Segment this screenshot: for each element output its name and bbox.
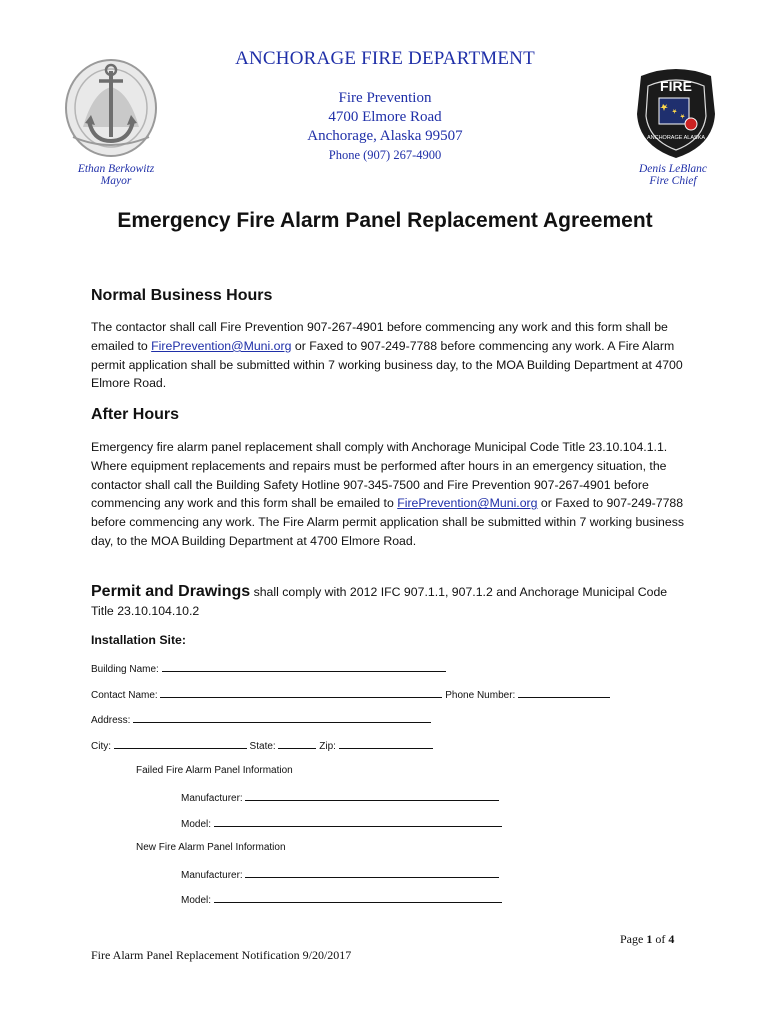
new-model-field[interactable]	[214, 893, 502, 903]
department-name: ANCHORAGE FIRE DEPARTMENT	[235, 48, 535, 69]
city-state-zip: Anchorage, Alaska 99507	[307, 128, 463, 144]
new-panel-heading: New Fire Alarm Panel Information	[136, 842, 286, 853]
permit-drawings-heading: Permit and Drawings	[91, 583, 251, 600]
failed-panel-heading: Failed Fire Alarm Panel Information	[136, 765, 293, 776]
new-manufacturer-field[interactable]	[245, 868, 499, 878]
city-state-zip-row	[91, 739, 433, 752]
left-official	[60, 163, 172, 187]
address-label: Address:	[91, 715, 134, 726]
mayor-name: Ethan Berkowitz	[77, 163, 155, 175]
division-name: Fire Prevention	[338, 90, 432, 106]
failed-manufacturer-label: Manufacturer:	[181, 793, 246, 804]
street-address: 4700 Elmore Road	[328, 109, 442, 125]
after-hours-text: Emergency fire alarm panel replacement shall comply with Anchorage Municipal Code Title 23.10.104.1.1. Where equipment replacements and repairs must be performed after hours in an emergency situation, the contactor shall call the Building Safety Hotline 907-345-7500 and Fire Prevention 907-267-4901 before commencing any work and this form shall be emailed to FirePrevention@Muni.org or Faxed to 907-249-7788 before commencing any work. The Fire Alarm permit application shall be submitted within 7 working business day, to the MOA Building Department at 4700 Elmore Road.	[91, 440, 685, 548]
building-name-field[interactable]	[162, 662, 446, 672]
document-title: Emergency Fire Alarm Panel Replacement Agreement	[117, 209, 653, 232]
new-manufacturer-label: Manufacturer:	[181, 870, 246, 881]
contact-name-field[interactable]	[160, 688, 442, 698]
fire-chief-title: Fire Chief	[649, 175, 697, 187]
address-row	[91, 713, 431, 726]
fire-prevention-email-link[interactable]: FirePrevention@Muni.org	[151, 338, 292, 353]
page-number: Page 1 of 4	[620, 932, 675, 946]
zip-field[interactable]	[339, 739, 433, 749]
contact-name-label: Contact Name:	[91, 690, 161, 701]
state-field[interactable]	[278, 739, 316, 749]
zip-label: Zip:	[316, 741, 339, 752]
building-name-row	[91, 662, 446, 675]
normal-hours-text: The contactor shall call Fire Prevention 907-267-4901 before commencing any work and this form shall be emailed to FirePrevention@Muni.org or Faxed to 907-249-7788 before commencing any work. A Fire Alarm permit application shall be submitted within 7 working business day, to the MOA Building Department at 4700 Elmore Road.	[91, 320, 683, 391]
phone-number-field[interactable]	[518, 688, 610, 698]
installation-site-heading: Installation Site:	[91, 633, 186, 647]
department-phone: Phone (907) 267-4900	[328, 148, 442, 162]
right-official	[618, 163, 728, 187]
new-model-row	[181, 893, 502, 906]
normal-hours-heading: Normal Business Hours	[91, 287, 273, 304]
building-name-label: Building Name:	[91, 664, 162, 675]
state-label: State:	[246, 741, 279, 752]
phone-number-label: Phone Number:	[442, 690, 519, 701]
city-label: City:	[91, 741, 114, 752]
permit-drawings-text: Permit and Drawings shall comply with 2012 IFC 907.1.1, 907.1.2 and Anchorage Municipal Code Title 23.10.104.10.2	[91, 583, 668, 618]
failed-manufacturer-row	[181, 791, 499, 804]
contact-row	[91, 688, 610, 701]
address-field[interactable]	[133, 713, 431, 723]
failed-model-label: Model:	[181, 819, 214, 830]
badge-ring-text: ANCHORAGE ALASKA	[646, 135, 706, 141]
failed-manufacturer-field[interactable]	[245, 791, 499, 801]
new-manufacturer-row	[181, 868, 499, 881]
fire-chief-name: Denis LeBlanc	[638, 163, 708, 175]
badge-fire-text: FIRE	[660, 78, 692, 94]
after-hours-heading: After Hours	[91, 406, 180, 423]
fire-prevention-email-link[interactable]: FirePrevention@Muni.org	[397, 496, 538, 511]
city-field[interactable]	[114, 739, 247, 749]
new-model-label: Model:	[181, 895, 214, 906]
footer-notice: Fire Alarm Panel Replacement Notification 9/20/2017	[91, 948, 352, 962]
mayor-title: Mayor	[100, 175, 132, 187]
failed-model-row	[181, 817, 502, 830]
failed-model-field[interactable]	[214, 817, 502, 827]
